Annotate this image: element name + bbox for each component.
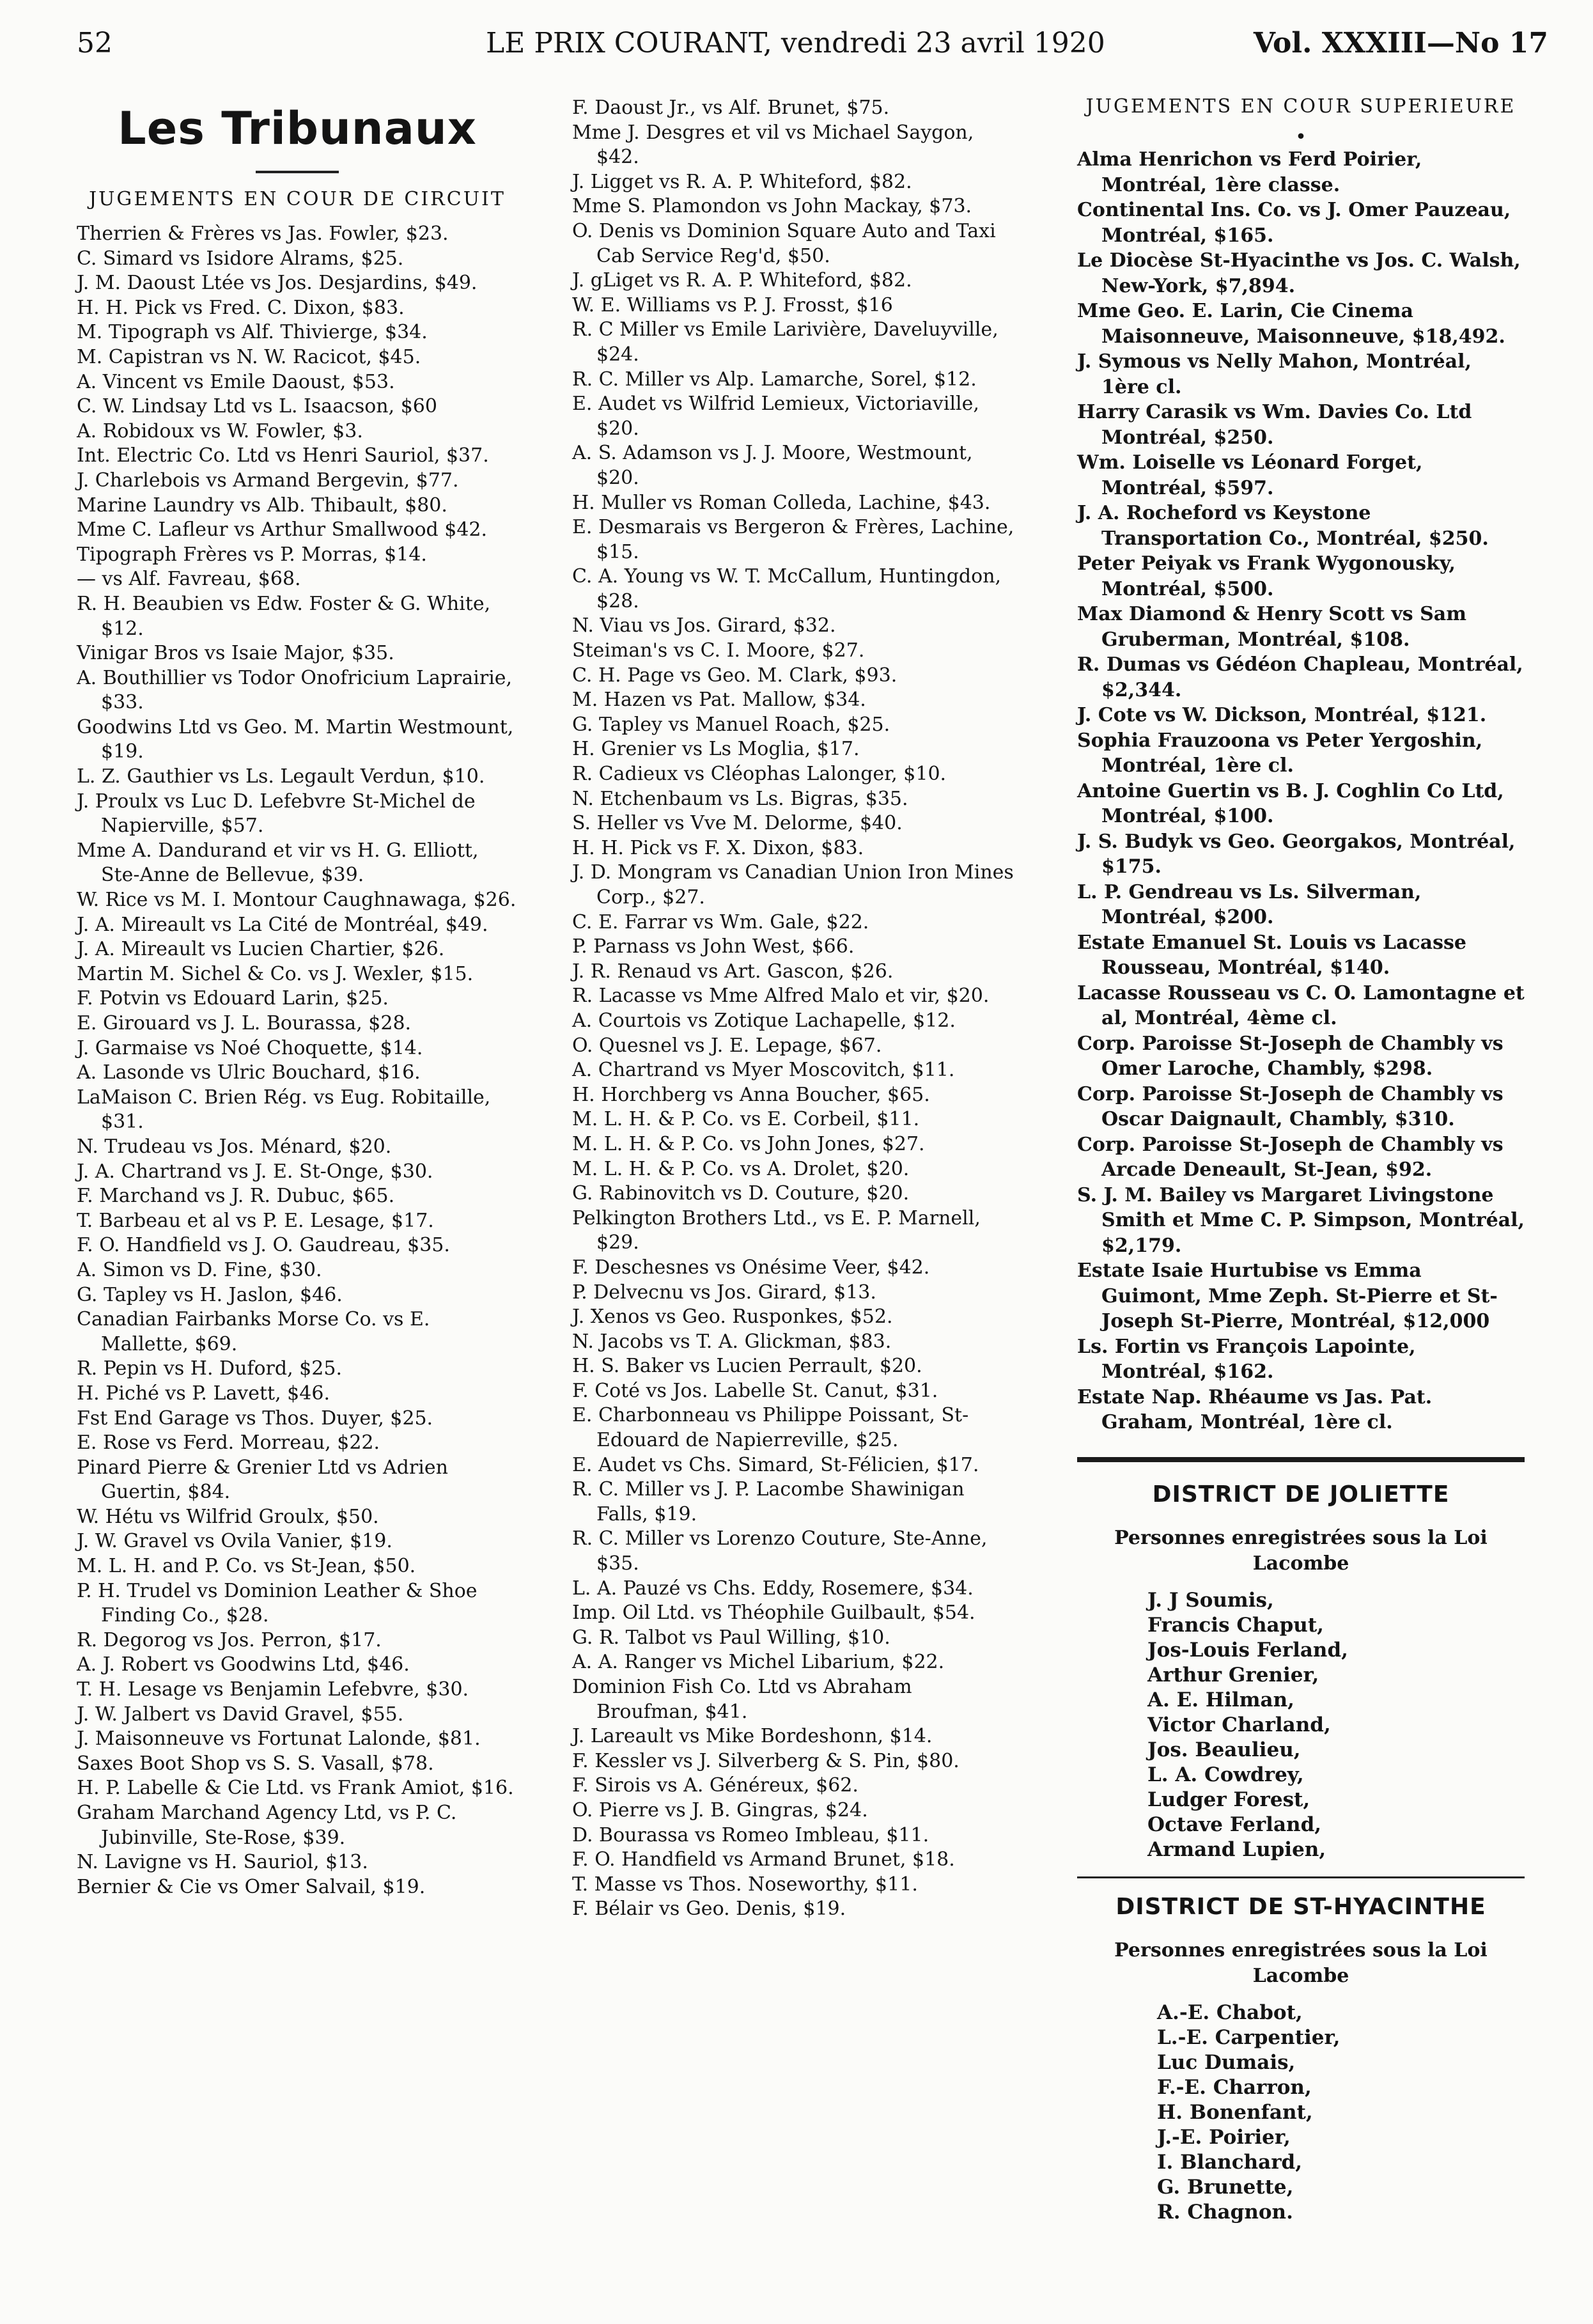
- judgment-entry: A. Bouthillier vs Todor Onofricium Laprairie, $33.: [77, 666, 513, 714]
- page-header: [77, 27, 1548, 72]
- registered-name: Jos. Beaulieu,: [1147, 1738, 1301, 1761]
- judgment-entry: J. M. Daoust Ltée vs Jos. Desjardins, $49.: [77, 272, 478, 295]
- judgment-entry: L. Z. Gauthier vs Ls. Legault Verdun, $10.: [77, 765, 485, 788]
- judgment-entry: F. O. Handfield vs J. O. Gaudreau, $35.: [77, 1234, 450, 1257]
- judgment-entry: Mme S. Plamondon vs John Mackay, $73.: [572, 195, 972, 218]
- judgment-entry: J. W. Jalbert vs David Gravel, $55.: [77, 1703, 404, 1726]
- judgment-entry: R. Lacasse vs Mme Alfred Malo et vir, $20.: [572, 985, 990, 1008]
- judgment-entry: Int. Electric Co. Ltd vs Henri Sauriol, $37.: [77, 444, 489, 467]
- judgment-entry: F. Potvin vs Edouard Larin, $25.: [77, 987, 389, 1010]
- judgment-entry: E. Audet vs Wilfrid Lemieux, Victoriaville, $20.: [572, 393, 979, 440]
- judgment-entry: Canadian Fairbanks Morse Co. vs E. Mallette, $69.: [77, 1308, 430, 1355]
- judgment-entry: N. Trudeau vs Jos. Ménard, $20.: [77, 1135, 392, 1158]
- judgment-entry: E. Charbonneau vs Philippe Poissant, St-Edouard de Napierreville, $25.: [572, 1404, 969, 1452]
- judgment-entry: J. Ligget vs R. A. P. Whiteford, $82.: [572, 170, 912, 193]
- registered-name: J.-E. Poirier,: [1157, 2125, 1291, 2149]
- judgment-entry: W. Rice vs M. I. Montour Caughnawaga, $26.: [77, 889, 517, 912]
- main-title: Les Tribunaux: [118, 102, 477, 155]
- registered-name: F.-E. Charron,: [1157, 2075, 1312, 2099]
- judgment-entry: Bernier & Cie vs Omer Salvail, $19.: [77, 1875, 426, 1898]
- judgment-entry: P. H. Trudel vs Dominion Leather & Shoe Finding Co., $28.: [77, 1579, 478, 1627]
- judgment-entry: LaMaison C. Brien Rég. vs Eug. Robitaille, $31.: [77, 1086, 491, 1134]
- column-1: [77, 96, 518, 1899]
- judgment-entry: Tipograph Frères vs P. Morras, $14.: [77, 543, 427, 566]
- judgment-entry: Mme C. Lafleur vs Arthur Smallwood $42.: [77, 519, 488, 542]
- judgment-entry: F. Bélair vs Geo. Denis, $19.: [572, 1898, 846, 1921]
- judgment-entry: Harry Carasik vs Wm. Davies Co. Ltd Montréal, $250.: [1077, 401, 1472, 449]
- judgment-entry: J. Lareault vs Mike Bordeshonn, $14.: [572, 1725, 933, 1748]
- judgment-entry: J. S. Budyk vs Geo. Georgakos, Montréal, $175.: [1077, 830, 1516, 878]
- registered-name: L. A. Cowdrey,: [1147, 1763, 1304, 1786]
- judgment-entry: F. Deschesnes vs Onésime Veer, $42.: [572, 1256, 930, 1279]
- registered-name: Victor Charland,: [1147, 1713, 1331, 1736]
- judgment-entry: H. Muller vs Roman Colleda, Lachine, $43.: [572, 491, 991, 514]
- judgment-entry: T. Masse vs Thos. Noseworthy, $11.: [572, 1873, 918, 1896]
- judgment-entry: E. Desmarais vs Bergeron & Frères, Lachine, $15.: [572, 516, 1014, 563]
- judgment-entry: J. W. Gravel vs Ovila Vanier, $19.: [77, 1530, 392, 1553]
- joliette-subtitle: Personnes enregistrées sous la Loi Lacombe: [1114, 1526, 1488, 1575]
- registered-name: Luc Dumais,: [1157, 2050, 1296, 2074]
- judgment-entry: E. Girouard vs J. L. Bourassa, $28.: [77, 1012, 412, 1034]
- judgment-entry: S. Heller vs Vve M. Delorme, $40.: [572, 812, 903, 835]
- st-hyacinthe-names: [1157, 2000, 1525, 2225]
- st-hyacinthe-subtitle: Personnes enregistrées sous la Loi Lacombe: [1114, 1938, 1488, 1987]
- judgment-entry: Dominion Fish Co. Ltd vs Abraham Broufman, $41.: [572, 1676, 912, 1723]
- joliette-district-title: DISTRICT DE JOLIETTE: [1152, 1481, 1450, 1508]
- judgment-entry: C. H. Page vs Geo. M. Clark, $93.: [572, 664, 898, 687]
- registered-name: Ludger Forest,: [1147, 1788, 1310, 1811]
- judgment-entry: Corp. Paroisse St-Joseph de Chambly vs Omer Laroche, Chambly, $298.: [1077, 1032, 1504, 1080]
- judgment-entry: N. Viau vs Jos. Girard, $32.: [572, 614, 836, 637]
- judgment-entry: A. Courtois vs Zotique Lachapelle, $12.: [572, 1009, 956, 1032]
- judgment-entry: Le Diocèse St-Hyacinthe vs Jos. C. Walsh, New-York, $7,894.: [1077, 249, 1521, 297]
- judgment-entry: M. Capistran vs N. W. Racicot, $45.: [77, 345, 421, 368]
- page-number: 52: [77, 27, 113, 59]
- judgment-entry: Peter Peiyak vs Frank Wygonousky, Montréal, $500.: [1077, 552, 1456, 600]
- judgment-entry: A. A. Ranger vs Michel Libarium, $22.: [572, 1651, 945, 1674]
- judgment-entry: F. O. Handfield vs Armand Brunet, $18.: [572, 1848, 955, 1871]
- judgment-entry: Vinigar Bros vs Isaie Major, $35.: [77, 642, 394, 665]
- judgment-entry: M. Hazen vs Pat. Mallow, $34.: [572, 689, 866, 712]
- judgment-entry: Imp. Oil Ltd. vs Théophile Guilbault, $54.: [572, 1602, 975, 1625]
- registered-name: Octave Ferland,: [1147, 1813, 1322, 1836]
- judgment-entry: N. Etchenbaum vs Ls. Bigras, $35.: [572, 787, 908, 810]
- st-hyacinthe-district-title: DISTRICT DE ST-HYACINTHE: [1115, 1893, 1486, 1920]
- judgment-entry: Estate Nap. Rhéaume vs Jas. Pat. Graham, Montréal, 1ère cl.: [1077, 1385, 1433, 1433]
- judgment-entry: J. Garmaise vs Noé Choquette, $14.: [77, 1036, 423, 1059]
- judgment-entry: Mme Geo. E. Larin, Cie Cinema Maisonneuve, Maisonneuve, $18,492.: [1077, 300, 1505, 348]
- judgment-entry: Lacasse Rousseau vs C. O. Lamontagne et al, Montréal, 4ème cl.: [1077, 981, 1525, 1029]
- judgment-entry: Wm. Loiselle vs Léonard Forget, Montréal, $597.: [1077, 451, 1423, 499]
- judgment-entry: L. A. Pauzé vs Chs. Eddy, Rosemere, $34.: [572, 1577, 974, 1600]
- judgment-entry: T. H. Lesage vs Benjamin Lefebvre, $30.: [77, 1678, 469, 1701]
- judgment-entry: O. Pierre vs J. B. Gingras, $24.: [572, 1798, 868, 1821]
- judgment-entry: J. gLiget vs R. A. P. Whiteford, $82.: [572, 269, 912, 292]
- judgment-entry: P. Delvecnu vs Jos. Girard, $13.: [572, 1281, 876, 1304]
- judgment-entry: O. Denis vs Dominion Square Auto and Taxi Cab Service Reg'd, $50.: [572, 219, 996, 267]
- judgment-entry: A. J. Robert vs Goodwins Ltd, $46.: [77, 1653, 410, 1676]
- judgment-entry: M. L. H. and P. Co. vs St-Jean, $50.: [77, 1555, 416, 1578]
- title-rule: [256, 171, 339, 173]
- judgment-entry: J. R. Renaud vs Art. Gascon, $26.: [572, 960, 894, 983]
- judgment-entry: F. Coté vs Jos. Labelle St. Canut, $31.: [572, 1379, 938, 1402]
- judgment-entry: F. Sirois vs A. Généreux, $62.: [572, 1774, 859, 1797]
- judgment-entry: W. E. Williams vs P. J. Frosst, $16: [572, 293, 893, 316]
- judgment-entry: L. P. Gendreau vs Ls. Silverman, Montréal, $200.: [1077, 880, 1422, 928]
- registered-name: R. Chagnon.: [1157, 2200, 1293, 2224]
- judgment-entry: H. S. Baker vs Lucien Perrault, $20.: [572, 1355, 922, 1378]
- volume-number: Vol. XXXIII—No 17: [1253, 27, 1548, 59]
- judgment-entry: Antoine Guertin vs B. J. Coghlin Co Ltd, Montréal, $100.: [1077, 779, 1504, 827]
- judgment-entry: J. Maisonneuve vs Fortunat Lalonde, $81.: [77, 1727, 481, 1751]
- judgment-entry: F. Kessler vs J. Silverberg & S. Pin, $80.: [572, 1749, 960, 1772]
- judgment-entry: Marine Laundry vs Alb. Thibault, $80.: [77, 494, 447, 517]
- judgment-entry: J. Cote vs W. Dickson, Montréal, $121.: [1077, 704, 1487, 726]
- registered-name: G. Brunette,: [1157, 2175, 1294, 2199]
- judgment-entry: Estate Isaie Hurtubise vs Emma Guimont, Mme Zeph. St-Pierre et St-Joseph St-Pierre, Montréal, $12,000: [1077, 1259, 1498, 1332]
- judgment-entry: C. Simard vs Isidore Alrams, $25.: [77, 247, 404, 270]
- publication-title: LE PRIX COURANT, vendredi 23 avril 1920: [486, 27, 1105, 59]
- section-divider: [1077, 1876, 1525, 1878]
- judgment-entry: D. Bourassa vs Romeo Imbleau, $11.: [572, 1823, 929, 1846]
- judgment-entry: G. Tapley vs Manuel Roach, $25.: [572, 713, 890, 736]
- circuit-section-title: JUGEMENTS EN COUR DE CIRCUIT: [89, 188, 506, 210]
- judgment-entry: R. C. Miller vs Alp. Lamarche, Sorel, $12.: [572, 368, 977, 391]
- circuit-list-col2: [572, 96, 1020, 1922]
- judgment-entry: R. C. Miller vs Lorenzo Couture, Ste-Anne, $35.: [572, 1527, 988, 1575]
- judgment-entry: R. C. Miller vs J. P. Lacombe Shawinigan Falls, $19.: [572, 1478, 965, 1525]
- circuit-list-col1: [77, 222, 518, 1899]
- judgment-entry: M. Tipograph vs Alf. Thivierge, $34.: [77, 321, 428, 344]
- judgment-entry: Alma Henrichon vs Ferd Poirier, Montréal, 1ère classe.: [1077, 148, 1422, 196]
- judgment-entry: J. Proulx vs Luc D. Lefebvre St-Michel de Napierville, $57.: [77, 790, 476, 838]
- column-3: [1077, 96, 1525, 2225]
- judgment-entry: Goodwins Ltd vs Geo. M. Martin Westmount, $19.: [77, 715, 514, 763]
- registered-name: Jos-Louis Ferland,: [1147, 1638, 1348, 1662]
- judgment-entry: J. A. Rocheford vs Keystone Transportation Co., Montréal, $250.: [1077, 502, 1489, 550]
- judgment-entry: J. Charlebois vs Armand Bergevin, $77.: [77, 469, 459, 492]
- superior-section-title: JUGEMENTS EN COUR SUPERIEURE: [1085, 95, 1516, 118]
- superior-list: [1077, 147, 1525, 1435]
- judgment-entry: E. Audet vs Chs. Simard, St-Félicien, $17.: [572, 1453, 979, 1476]
- judgment-entry: J. A. Mireault vs Lucien Chartier, $26.: [77, 938, 445, 961]
- registered-name: Armand Lupien,: [1147, 1837, 1326, 1861]
- judgment-entry: H. Horchberg vs Anna Boucher, $65.: [572, 1083, 930, 1106]
- judgment-entry: A. Vincent vs Emile Daoust, $53.: [77, 370, 395, 393]
- judgment-entry: M. L. H. & P. Co. vs A. Drolet, $20.: [572, 1157, 910, 1180]
- judgment-entry: Ls. Fortin vs François Lapointe, Montréal, $162.: [1077, 1335, 1416, 1383]
- judgment-entry: W. Hétu vs Wilfrid Groulx, $50.: [77, 1505, 379, 1528]
- judgment-entry: A. Lasonde vs Ulric Bouchard, $16.: [77, 1061, 421, 1084]
- judgment-entry: N. Jacobs vs T. A. Glickman, $83.: [572, 1330, 892, 1353]
- judgment-entry: R. C Miller vs Emile Larivière, Daveluyville, $24.: [572, 318, 999, 366]
- judgment-entry: Fst End Garage vs Thos. Duyer, $25.: [77, 1407, 433, 1430]
- judgment-entry: Saxes Boot Shop vs S. S. Vasall, $78.: [77, 1752, 434, 1775]
- judgment-entry: S. J. M. Bailey vs Margaret Livingstone Smith et Mme C. P. Simpson, Montréal, $2,179.: [1077, 1183, 1525, 1257]
- judgment-entry: J. A. Mireault vs La Cité de Montréal, $49.: [77, 913, 488, 936]
- judgment-entry: R. Cadieux vs Cléophas Lalonger, $10.: [572, 763, 947, 786]
- judgment-entry: Graham Marchand Agency Ltd, vs P. C. Jubinville, Ste-Rose, $39.: [77, 1802, 457, 1849]
- judgment-entry: T. Barbeau et al vs P. E. Lesage, $17.: [77, 1209, 434, 1232]
- judgment-entry: G. R. Talbot vs Paul Willing, $10.: [572, 1626, 890, 1649]
- column-2: [572, 96, 1020, 1922]
- judgment-entry: F. Marchand vs J. R. Dubuc, $65.: [77, 1185, 395, 1208]
- judgment-entry: R. H. Beaubien vs Edw. Foster & G. White, $12.: [77, 592, 491, 640]
- judgment-entry: J. Symous vs Nelly Mahon, Montréal, 1ère cl.: [1077, 350, 1472, 398]
- judgment-entry: F. Daoust Jr., vs Alf. Brunet, $75.: [572, 97, 890, 119]
- judgment-entry: N. Lavigne vs H. Sauriol, $13.: [77, 1851, 368, 1874]
- judgment-entry: Pelkington Brothers Ltd., vs E. P. Marnell, $29.: [572, 1206, 981, 1254]
- judgment-entry: A. Chartrand vs Myer Moscovitch, $11.: [572, 1059, 955, 1082]
- judgment-entry: G. Rabinovitch vs D. Couture, $20.: [572, 1182, 910, 1205]
- judgment-entry: H. Grenier vs Ls Moglia, $17.: [572, 738, 860, 761]
- judgment-entry: Therrien & Frères vs Jas. Fowler, $23.: [77, 222, 449, 245]
- judgment-entry: Mme A. Dandurand et vir vs H. G. Elliott, Ste-Anne de Bellevue, $39.: [77, 839, 479, 887]
- judgment-entry: J. Xenos vs Geo. Rusponkes, $52.: [572, 1306, 893, 1329]
- judgment-entry: R. Dumas vs Gédéon Chapleau, Montréal, $2,344.: [1077, 653, 1523, 701]
- judgment-entry: Martin M. Sichel & Co. vs J. Wexler, $15.: [77, 962, 474, 985]
- judgment-entry: M. L. H. & P. Co. vs John Jones, $27.: [572, 1132, 925, 1155]
- judgment-entry: Corp. Paroisse St-Joseph de Chambly vs Oscar Daignault, Chambly, $310.: [1077, 1082, 1504, 1130]
- judgment-entry: H. H. Pick vs Fred. C. Dixon, $83.: [77, 296, 405, 319]
- judgment-entry: C. E. Farrar vs Wm. Gale, $22.: [572, 910, 869, 933]
- judgment-entry: M. L. H. & P. Co. vs E. Corbeil, $11.: [572, 1108, 920, 1131]
- judgment-entry: Mme J. Desgres et vil vs Michael Saygon, $42.: [572, 121, 974, 169]
- joliette-names: [1147, 1588, 1525, 1862]
- judgment-entry: A. Simon vs D. Fine, $30.: [77, 1258, 322, 1281]
- registered-name: A. E. Hilman,: [1147, 1688, 1294, 1712]
- judgment-entry: H. P. Labelle & Cie Ltd. vs Frank Amiot, $16.: [77, 1777, 514, 1800]
- registered-name: I. Blanchard,: [1157, 2150, 1302, 2174]
- judgment-entry: Continental Ins. Co. vs J. Omer Pauzeau, Montréal, $165.: [1077, 199, 1511, 247]
- judgment-entry: Corp. Paroisse St-Joseph de Chambly vs Arcade Deneault, St-Jean, $92.: [1077, 1133, 1504, 1181]
- section-bullet: •: [1295, 126, 1307, 148]
- registered-name: A.-E. Chabot,: [1157, 2000, 1303, 2024]
- judgment-entry: P. Parnass vs John West, $66.: [572, 935, 855, 958]
- judgment-entry: G. Tapley vs H. Jaslon, $46.: [77, 1283, 343, 1306]
- section-divider: [1077, 1457, 1525, 1462]
- judgment-entry: H. Piché vs P. Lavett, $46.: [77, 1382, 330, 1405]
- judgment-entry: E. Rose vs Ferd. Morreau, $22.: [77, 1431, 380, 1454]
- registered-name: H. Bonenfant,: [1157, 2100, 1313, 2124]
- judgment-entry: Max Diamond & Henry Scott vs Sam Gruberman, Montréal, $108.: [1077, 603, 1466, 651]
- judgment-entry: H. H. Pick vs F. X. Dixon, $83.: [572, 836, 864, 859]
- judgment-entry: — vs Alf. Favreau, $68.: [77, 568, 301, 591]
- judgment-entry: O. Quesnel vs J. E. Lepage, $67.: [572, 1034, 882, 1057]
- judgment-entry: A. Robidoux vs W. Fowler, $3.: [77, 419, 363, 442]
- registered-name: L.-E. Carpentier,: [1157, 2025, 1340, 2049]
- judgment-entry: R. Pepin vs H. Duford, $25.: [77, 1357, 342, 1380]
- registered-name: Francis Chaput,: [1147, 1613, 1324, 1637]
- judgment-entry: A. S. Adamson vs J. J. Moore, Westmount, $20.: [572, 442, 973, 489]
- judgment-entry: Estate Emanuel St. Louis vs Lacasse Rousseau, Montréal, $140.: [1077, 931, 1466, 979]
- judgment-entry: Steiman's vs C. I. Moore, $27.: [572, 639, 865, 662]
- judgment-entry: R. Degorog vs Jos. Perron, $17.: [77, 1628, 382, 1651]
- judgment-entry: J. D. Mongram vs Canadian Union Iron Mines Corp., $27.: [572, 861, 1014, 909]
- judgment-entry: C. A. Young vs W. T. McCallum, Huntingdon, $28.: [572, 565, 1002, 612]
- judgment-entry: Sophia Frauzoona vs Peter Yergoshin, Montréal, 1ère cl.: [1077, 729, 1483, 777]
- registered-name: Arthur Grenier,: [1147, 1663, 1319, 1687]
- judgment-entry: C. W. Lindsay Ltd vs L. Isaacson, $60: [77, 395, 437, 418]
- judgment-entry: J. A. Chartrand vs J. E. St-Onge, $30.: [77, 1160, 433, 1183]
- judgment-entry: Pinard Pierre & Grenier Ltd vs Adrien Guertin, $84.: [77, 1456, 448, 1504]
- registered-name: J. J Soumis,: [1147, 1588, 1274, 1612]
